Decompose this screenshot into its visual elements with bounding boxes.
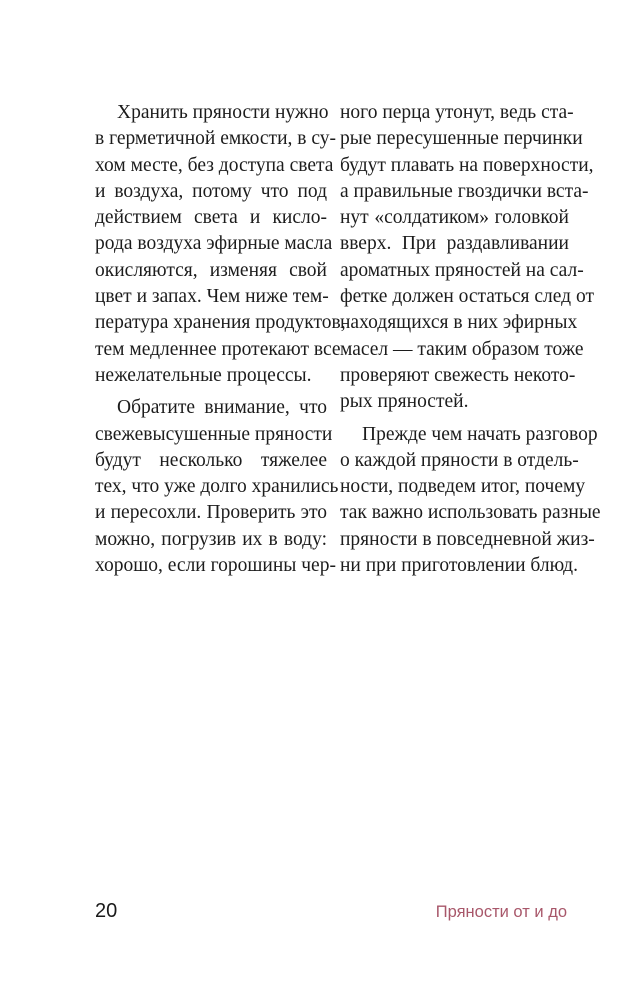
text-line: рода воздуха эфирные масла [95, 233, 333, 255]
text-line: тех, что уже долго хранились [95, 476, 339, 498]
text-line: пряности в повседневной жиз- [340, 528, 595, 550]
text-line: действием света и кисло- [95, 207, 327, 229]
text-line: окисляются, изменяя свой [95, 259, 327, 281]
right-text-column [340, 100, 601, 579]
text-line: пература хранения продуктов, [95, 312, 346, 334]
text-line: масел — таким образом тоже [340, 338, 584, 360]
text-line: свежевысушенные пряности [95, 423, 333, 445]
text-line: о каждой пряности в отдель- [340, 449, 579, 471]
text-line: а правильные гвоздички вста- [340, 180, 589, 202]
running-footer-title: Пряности от и до [435, 903, 567, 921]
text-line: находящихся в них эфирных [340, 312, 578, 334]
text-line: можно, погрузив их в воду: [95, 528, 327, 550]
page-number: 20 [95, 900, 118, 922]
text-line: и воздуха, потому что под [95, 180, 327, 202]
text-line: хом месте, без доступа света [95, 154, 334, 176]
text-line: будут несколько тяжелее [95, 449, 327, 471]
text-line: ности, подведем итог, почему [340, 476, 586, 498]
text-line: цвет и запах. Чем ниже тем- [95, 286, 329, 308]
text-line: в герметичной емкости, в су- [95, 128, 336, 150]
text-line: тем медленнее протекают все [95, 338, 341, 360]
text-line: хорошо, если горошины чер- [95, 555, 336, 577]
text-line: ароматных пряностей на сал- [340, 259, 584, 281]
text-line: Обратите внимание, что [117, 397, 327, 419]
text-line: будут плавать на поверхности, [340, 154, 594, 176]
text-line: ного перца утонут, ведь ста- [340, 102, 574, 123]
text-line: проверяют свежесть некото- [340, 364, 576, 386]
text-line: рые пересушенные перчинки [340, 128, 583, 150]
text-line: так важно использовать разные [340, 502, 601, 524]
text-line: фетке должен остаться след от [340, 286, 594, 308]
text-line: вверх. При раздавливании [340, 233, 569, 255]
text-line: ни при приготовлении блюд. [340, 555, 578, 577]
text-line: нут «солдатиком» головкой [340, 207, 569, 229]
left-text-column [95, 100, 346, 579]
text-line: Прежде чем начать разговор [362, 423, 598, 445]
text-line: нежелательные процессы. [95, 364, 312, 386]
text-line: Хранить пряности нужно [117, 102, 329, 123]
text-line: рых пряностей. [340, 391, 469, 413]
text-line: и пересохли. Проверить это [95, 502, 327, 524]
